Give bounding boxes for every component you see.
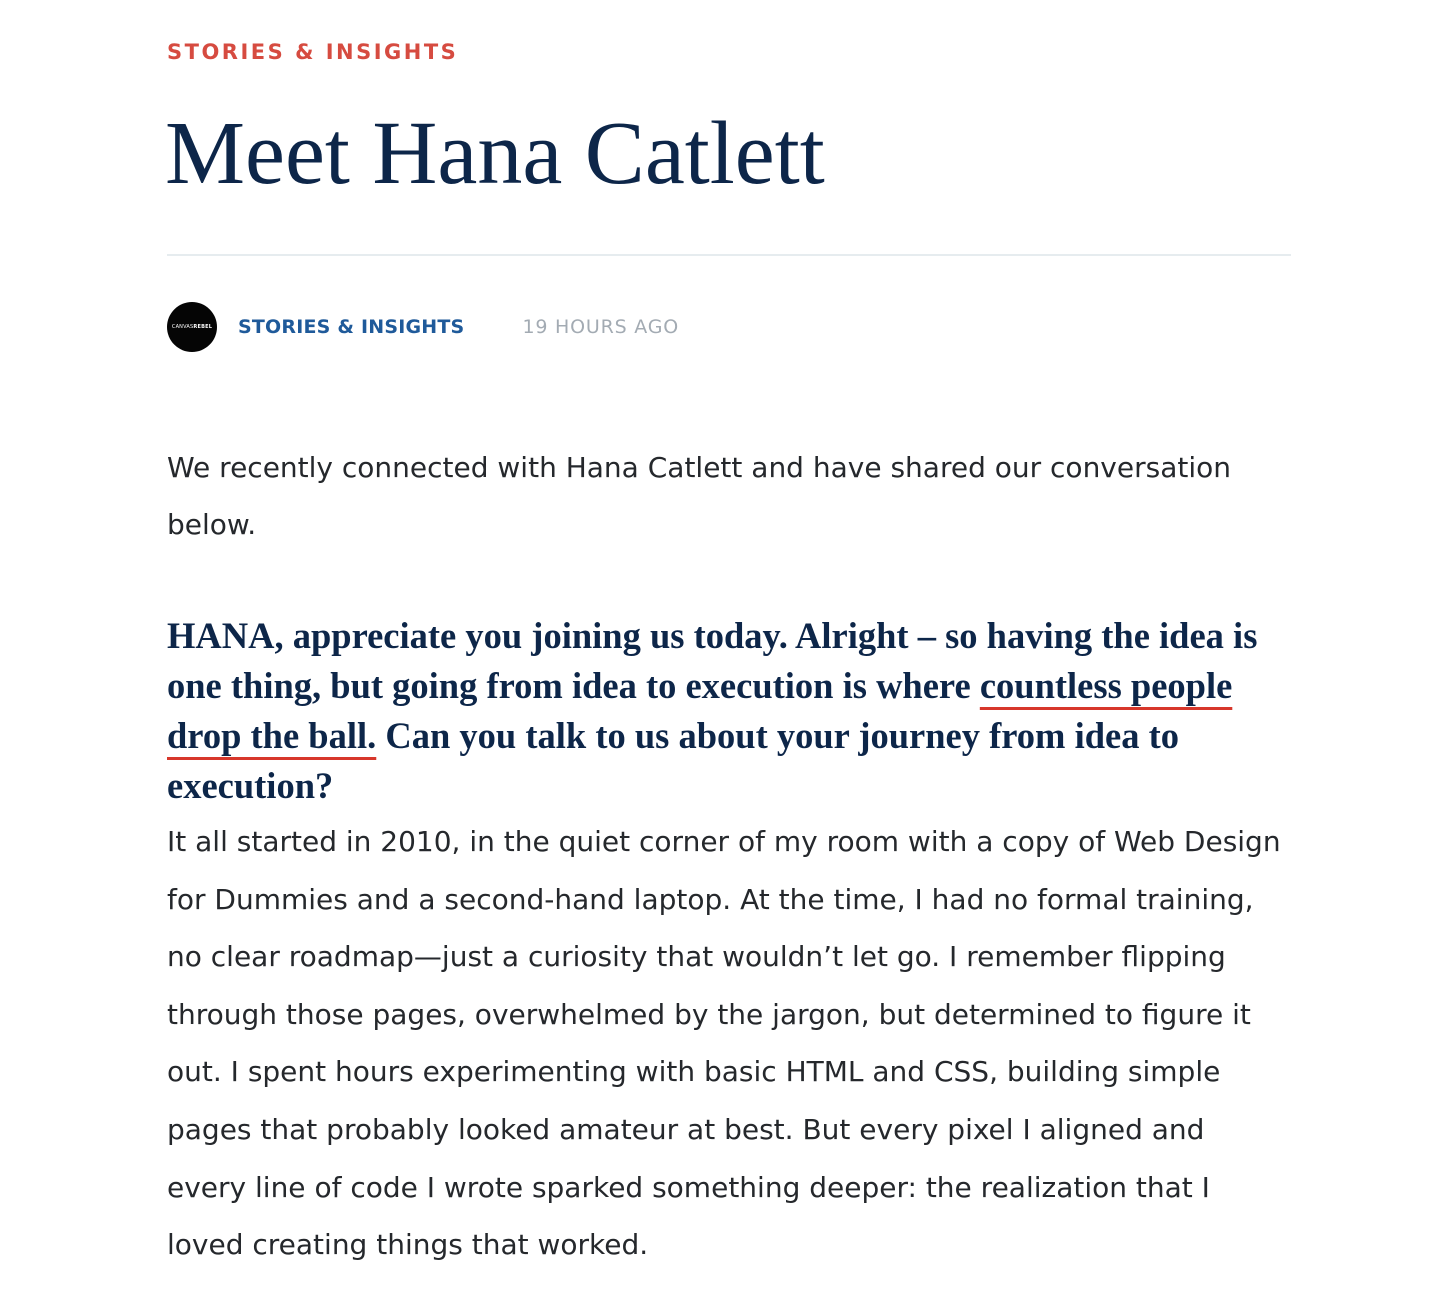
interview-question [167,611,1277,811]
avatar[interactable] [167,302,217,352]
byline [167,302,679,352]
timestamp: 19 HOURS AGO [522,316,680,338]
page-title: Meet Hana Catlett [165,104,825,203]
question-text-end: Can you talk to us about your journey from idea to execution? [167,715,1179,806]
question-text: HANA, appreciate you joining us today. Alright – so having the idea is one thing, but going from idea to execution is where [167,615,1258,706]
divider [167,254,1291,256]
category-link[interactable]: STORIES & INSIGHTS [167,40,459,64]
intro-paragraph: We recently connected with Hana Catlett and have shared our conversation below. [167,451,1231,541]
highlighted-phrase: countless people drop the ball. [167,665,1233,756]
answer-paragraph: It all started in 2010, in the quiet corner of my room with a copy of Web Design for Dummies and a second-hand laptop. At the time, I had no formal training, no clear roadmap—just a curiosity that wouldn’t let go. I remember flipping through those pages, overwhelmed by the jargon, but determined to figure it out. I spent hours experimenting with basic HTML and CSS, building simple pages that probably looked amateur at best. But every pixel I aligned and every line of code I wrote sparked something deeper: the realization that I loved creating things that worked. [167,825,1281,1262]
avatar-logo-text: CANVASREBEL [171,324,213,330]
author-link[interactable]: STORIES & INSIGHTS [238,316,465,338]
